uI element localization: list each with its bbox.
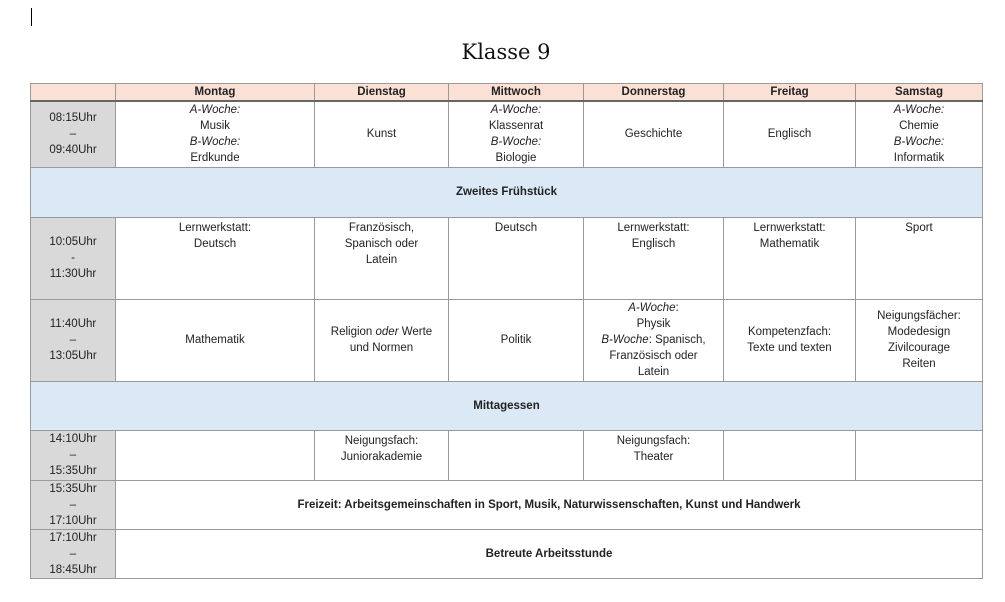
lesson-cell-dienstag [315,430,449,480]
day-header-montag: Montag [116,84,315,102]
table-row [31,101,983,167]
lesson-cell-samstag [856,101,983,167]
lesson-line [860,102,978,118]
time-cell [31,217,116,299]
lesson-line [319,126,444,142]
break-label: Mittagessen [31,381,983,430]
lesson-line [453,150,579,166]
lesson-line [728,126,851,142]
time-cell [31,480,116,529]
lesson-cell-freitag [724,217,856,299]
subject-text: Religion [330,326,376,338]
week-label: A-Woche: [490,104,542,117]
lesson-line [588,236,719,252]
table-row [31,299,983,381]
page-title: Klasse 9 [461,40,551,64]
lesson-cell-samstag [856,217,983,299]
time-text: 18:45Uhr [49,563,97,576]
time-cell [31,529,116,578]
lesson-line [588,433,719,449]
subject-text: Französisch oder [609,350,698,362]
subject-text: Englisch [631,237,676,250]
subject-text: Klassenrat [488,120,544,133]
subject-text: und Normen [349,342,414,354]
day-header-freitag: Freitag [724,84,856,102]
subject-text: Neigungsfächer: [877,310,961,322]
subject-text: Englisch [767,128,812,141]
subject-text: Sport [905,221,933,234]
time-cell [31,101,116,167]
subject-text: Politik [500,334,532,346]
lesson-cell-donnerstag [584,299,724,381]
lesson-line [319,340,444,356]
subject-text: Werte [398,326,433,338]
lesson-cell-samstag [856,299,983,381]
subject-text: Neigungsfach: [616,434,691,447]
lesson-cell-dienstag [315,299,449,381]
lesson-cell-freitag [724,101,856,167]
time-text: 15:35Uhr [49,465,97,477]
lesson-cell-mittwoch [449,299,584,381]
lesson-line [860,324,978,340]
lesson-line [588,364,719,380]
lesson-line [319,252,444,268]
subject-text: Texte und texten [747,342,832,354]
lesson-cell-freitag [724,299,856,381]
lesson-line [453,102,579,118]
subject-text: Spanisch oder [344,237,419,250]
subject-text: Juniorakademie [340,450,423,463]
lesson-line [728,220,851,236]
table-row [31,529,983,578]
lesson-cell-dienstag [315,101,449,167]
lesson-line [860,134,978,150]
lesson-line [860,340,978,356]
lesson-line [860,356,978,372]
subject-text: Musik [199,120,231,133]
table-row [31,430,983,480]
subject-text: Kompetenzfach: [747,326,832,338]
subject-text: Deutsch [193,237,237,250]
subject-text: Chemie [899,120,939,133]
week-label: A-Woche: [189,104,241,117]
subject-text: Französisch, [348,221,415,234]
lesson-line [588,126,719,142]
time-cell [31,430,116,480]
subject-text: : [675,302,679,314]
day-header-mittwoch: Mittwoch [449,84,584,102]
break-row [31,381,983,430]
lesson-line [453,332,579,348]
time-text: – [69,547,77,560]
lesson-line [728,236,851,252]
lesson-line [319,433,444,449]
subject-text: Kunst [366,128,397,141]
time-text: – [69,128,77,141]
corner-header [31,84,116,102]
lesson-line [588,348,719,364]
subject-text: Erdkunde [190,152,240,165]
lesson-line [588,316,719,332]
subject-text: Theater [633,450,674,463]
subject-text: Latein [637,366,670,378]
lesson-line [120,332,310,348]
lesson-line [860,220,978,236]
lesson-cell-montag [116,299,315,381]
time-text: – [69,449,77,461]
time-text: 14:10Uhr [49,433,97,445]
week-label: A-Woche [628,302,676,314]
day-header-dienstag: Dienstag [315,84,449,102]
time-text: 11:40Uhr [49,318,97,330]
subject-text: Modedesign [887,326,951,338]
day-header-donnerstag: Donnerstag [584,84,724,102]
lesson-line [453,118,579,134]
lesson-line [120,134,310,150]
time-text: 17:10Uhr [49,531,97,544]
week-label: B-Woche: [893,136,945,149]
table-row [31,480,983,529]
lesson-line [728,324,851,340]
lesson-line [319,220,444,236]
time-text: – [69,498,77,511]
subject-text: Mathematik [185,334,245,346]
lesson-line [860,150,978,166]
time-text: 09:40Uhr [49,144,97,157]
time-text: 08:15Uhr [49,112,97,125]
lesson-line [728,340,851,356]
break-row [31,167,983,217]
lesson-cell-freitag [724,430,856,480]
activity-cell: Freizeit: Arbeitsgemeinschaften in Sport, Musik, Naturwissenschaften, Kunst und Handwerk [116,480,983,529]
lesson-line [588,449,719,465]
lesson-line [319,236,444,252]
lesson-line [860,118,978,134]
subject-text: Physik [636,318,671,330]
lesson-cell-donnerstag [584,101,724,167]
lesson-cell-donnerstag [584,430,724,480]
lesson-line [860,308,978,324]
subject-text: Geschichte [624,128,683,141]
lesson-line [120,102,310,118]
lesson-cell-samstag [856,430,983,480]
day-header-samstag: Samstag [856,84,983,102]
table-row [31,217,983,299]
week-label: B-Woche: [189,136,241,149]
subject-text: Reiten [902,358,936,370]
subject-text: Biologie [495,152,537,165]
lesson-cell-dienstag [315,217,449,299]
break-label: Zweites Frühstück [31,167,983,217]
text-cursor [31,8,32,26]
lesson-line [120,236,310,252]
timetable [30,83,983,579]
subject-text: Neigungsfach: [344,434,419,447]
lesson-line [588,220,719,236]
header-row [31,84,983,102]
lesson-line [453,220,579,236]
week-label: oder [375,326,399,338]
subject-text: : Spanisch, [648,334,706,346]
lesson-line [120,118,310,134]
lesson-cell-donnerstag [584,217,724,299]
lesson-line [319,324,444,340]
week-label: B-Woche: [490,136,542,149]
subject-text: Zivilcourage [888,342,950,354]
subject-text: Informatik [893,152,945,165]
lesson-line [588,332,719,348]
time-text: 10:05Uhr [49,236,97,248]
subject-text: Lernwerkstatt: [617,221,690,234]
subject-text: Deutsch [494,221,538,234]
subject-text: Lernwerkstatt: [753,221,826,234]
time-text: 11:30Uhr [49,268,97,280]
week-label: B-Woche [601,334,649,346]
time-text: 13:05Uhr [49,350,97,362]
lesson-cell-mittwoch [449,430,584,480]
lesson-cell-mittwoch [449,217,584,299]
lesson-line [120,150,310,166]
activity-cell: Betreute Arbeitsstunde [116,529,983,578]
lesson-cell-montag [116,430,315,480]
lesson-cell-montag [116,101,315,167]
subject-text: Lernwerkstatt: [178,221,252,234]
lesson-cell-montag [116,217,315,299]
lesson-line [453,134,579,150]
time-text: 15:35Uhr [49,482,97,495]
time-text: – [69,334,77,346]
week-label: A-Woche: [893,104,945,117]
subject-text: Mathematik [759,237,820,250]
time-cell [31,299,116,381]
lesson-cell-mittwoch [449,101,584,167]
lesson-line [120,220,310,236]
time-text: - [71,252,75,264]
subject-text: Latein [365,253,398,266]
lesson-line [588,300,719,316]
time-text: 17:10Uhr [49,514,97,527]
lesson-line [319,449,444,465]
